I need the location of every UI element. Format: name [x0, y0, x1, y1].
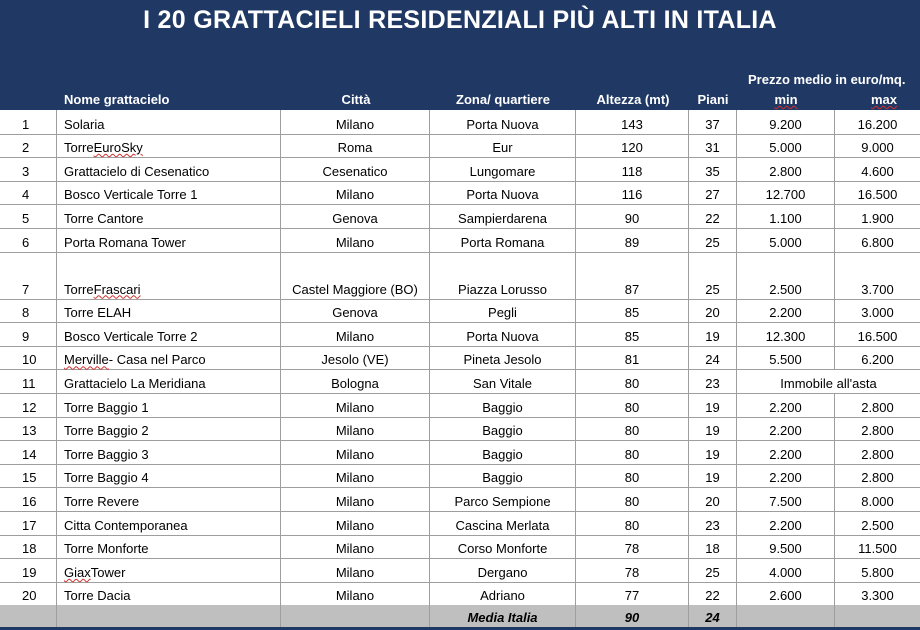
footer-empty-4 [737, 605, 835, 627]
cell-height: 78 [576, 558, 689, 582]
cell-zone: Baggio [430, 417, 576, 441]
cell-price-min: 12.700 [737, 181, 835, 205]
cell-height: 85 [576, 299, 689, 323]
cell-height: 143 [576, 110, 689, 134]
cell-zone: Pegli [430, 299, 576, 323]
table-row [0, 440, 920, 465]
header-min: min [774, 92, 798, 107]
cell-name: Citta Contemporanea [57, 511, 281, 535]
cell-name: Bosco Verticale Torre 2 [57, 322, 281, 346]
cell-price-min: 4.000 [737, 558, 835, 582]
table-header [0, 0, 920, 110]
cell-price-min: 2.800 [737, 157, 835, 181]
footer-empty-5 [835, 605, 920, 627]
cell-floors: 19 [689, 440, 737, 464]
cell-city: Cesenatico [281, 157, 430, 181]
cell-zone: Pineta Jesolo [430, 346, 576, 370]
cell-city: Milano [281, 417, 430, 441]
header-max: max [870, 92, 898, 107]
table-row [0, 511, 920, 536]
cell-height: 85 [576, 322, 689, 346]
cell-floors: 19 [689, 417, 737, 441]
cell-price-max: 11.500 [858, 541, 897, 557]
cell-city: Castel Maggiore (BO) [281, 252, 430, 299]
cell-name: Torre Baggio 1 [57, 393, 281, 417]
cell-floors: 22 [689, 204, 737, 228]
cell-price-min: 2.200 [737, 299, 835, 323]
cell-floors: 35 [689, 157, 737, 181]
cell-name: Torre Baggio 3 [57, 440, 281, 464]
cell-floors: 19 [689, 322, 737, 346]
cell-floors: 23 [689, 369, 737, 393]
cell-height: 90 [576, 204, 689, 228]
cell-name: Torre Revere [57, 487, 281, 511]
header-height: Altezza (mt) [596, 92, 670, 107]
cell-price-note: Immobile all'asta [780, 375, 877, 391]
cell-floors: 18 [689, 535, 737, 559]
cell-price-max: 4.600 [861, 163, 894, 179]
cell-price-min: 5.500 [737, 346, 835, 370]
cell-name: Torre ELAH [57, 299, 281, 323]
table-row [0, 110, 920, 135]
cell-price-min: 2.200 [737, 393, 835, 417]
header-zone: Zona/ quartiere [456, 92, 550, 107]
cell-rank: 19 [0, 558, 57, 582]
table-row [0, 369, 920, 394]
page-title: I 20 GRATTACIELI RESIDENZIALI PIÙ ALTI IN ITALIA [143, 6, 777, 34]
footer-floors: 24 [689, 605, 737, 627]
cell-zone: Baggio [430, 440, 576, 464]
cell-zone: Eur [430, 134, 576, 158]
cell-price-max: 3.000 [861, 305, 894, 321]
cell-price-min: 1.100 [737, 204, 835, 228]
cell-city: Milano [281, 535, 430, 559]
cell-name: Grattacielo di Cesenatico [57, 157, 281, 181]
table-row [0, 417, 920, 442]
table-row [0, 393, 920, 418]
cell-price-max: 1.900 [861, 210, 894, 226]
cell-zone: Sampierdarena [430, 204, 576, 228]
cell-city: Bologna [281, 369, 430, 393]
cell-zone: Corso Monforte [430, 535, 576, 559]
cell-zone: Porta Nuova [430, 110, 576, 134]
cell-price-max: 16.500 [857, 328, 898, 344]
cell-price-min: 7.500 [737, 487, 835, 511]
cell-rank: 13 [0, 417, 57, 441]
cell-city: Milano [281, 511, 430, 535]
cell-price-max: 2.800 [861, 446, 894, 462]
cell-rank: 11 [0, 369, 57, 393]
cell-floors: 24 [689, 346, 737, 370]
cell-city: Genova [281, 299, 430, 323]
cell-price-min: 5.000 [737, 228, 835, 252]
cell-city: Roma [281, 134, 430, 158]
cell-name: Torre Baggio 2 [57, 417, 281, 441]
cell-price-max: 8.000 [861, 493, 894, 509]
cell-floors: 25 [689, 558, 737, 582]
table-row [0, 134, 920, 159]
cell-price-max: 6.200 [861, 352, 894, 368]
footer-empty-2 [57, 605, 281, 627]
cell-city: Milano [281, 110, 430, 134]
cell-floors: 20 [689, 487, 737, 511]
footer-empty-1 [0, 605, 57, 627]
cell-floors: 20 [689, 299, 737, 323]
cell-height: 78 [576, 535, 689, 559]
cell-height: 80 [576, 487, 689, 511]
cell-city: Milano [281, 393, 430, 417]
cell-rank: 7 [0, 252, 57, 299]
cell-floors: 23 [689, 511, 737, 535]
cell-zone: Porta Nuova [430, 322, 576, 346]
cell-rank: 2 [0, 134, 57, 158]
cell-rank: 4 [0, 181, 57, 205]
cell-rank: 14 [0, 440, 57, 464]
table-row [0, 582, 920, 607]
header-price-group: Prezzo medio in euro/mq. [748, 72, 906, 87]
table-row [0, 181, 920, 206]
cell-zone: Porta Romana [430, 228, 576, 252]
cell-zone: Cascina Merlata [430, 511, 576, 535]
cell-floors: 37 [689, 110, 737, 134]
cell-name: Torre EuroSky [57, 134, 281, 158]
cell-city: Jesolo (VE) [281, 346, 430, 370]
cell-rank: 5 [0, 204, 57, 228]
cell-price-min: 5.000 [737, 134, 835, 158]
cell-price-min: 2.500 [737, 252, 835, 299]
footer-height: 90 [576, 605, 689, 627]
cell-city: Milano [281, 322, 430, 346]
cell-rank: 9 [0, 322, 57, 346]
cell-rank: 1 [0, 110, 57, 134]
cell-city: Milano [281, 181, 430, 205]
cell-rank: 6 [0, 228, 57, 252]
cell-rank: 8 [0, 299, 57, 323]
cell-city: Milano [281, 440, 430, 464]
table-row [0, 535, 920, 560]
cell-height: 81 [576, 346, 689, 370]
cell-price-min: 2.200 [737, 417, 835, 441]
table-row [0, 487, 920, 512]
cell-floors: 22 [689, 582, 737, 606]
cell-height: 80 [576, 440, 689, 464]
cell-zone: Parco Sempione [430, 487, 576, 511]
cell-price-max: 2.800 [861, 423, 894, 439]
cell-zone: Adriano [430, 582, 576, 606]
cell-price-min: 2.200 [737, 464, 835, 488]
cell-zone: Baggio [430, 393, 576, 417]
cell-name: Giax Tower [57, 558, 281, 582]
cell-name: Torre Baggio 4 [57, 464, 281, 488]
cell-zone: Baggio [430, 464, 576, 488]
cell-name: Grattacielo La Meridiana [57, 369, 281, 393]
cell-city: Milano [281, 228, 430, 252]
cell-height: 80 [576, 369, 689, 393]
cell-rank: 15 [0, 464, 57, 488]
footer-label: Media Italia [430, 605, 576, 627]
cell-rank: 18 [0, 535, 57, 559]
cell-name: Torre Monforte [57, 535, 281, 559]
cell-zone: Porta Nuova [430, 181, 576, 205]
cell-name: Solaria [57, 110, 281, 134]
cell-floors: 25 [689, 228, 737, 252]
cell-height: 120 [576, 134, 689, 158]
cell-price-min: 2.600 [737, 582, 835, 606]
cell-price-min: 9.200 [737, 110, 835, 134]
cell-rank: 17 [0, 511, 57, 535]
cell-price-min: 9.500 [737, 535, 835, 559]
cell-price-max: 16.200 [857, 116, 898, 132]
cell-floors: 19 [689, 393, 737, 417]
cell-name: Torre Frascari [57, 252, 281, 299]
cell-city: Milano [281, 558, 430, 582]
cell-name: Merville - Casa nel Parco [57, 346, 281, 370]
cell-price-min: 2.200 [737, 440, 835, 464]
cell-price-max: 5.800 [861, 564, 894, 580]
cell-city: Milano [281, 464, 430, 488]
cell-price-min: 2.200 [737, 511, 835, 535]
cell-rank: 16 [0, 487, 57, 511]
cell-height: 116 [576, 181, 689, 205]
table-row [0, 228, 920, 253]
table-row [0, 204, 920, 229]
footer-row [0, 605, 920, 630]
header-city: Città [341, 92, 371, 107]
header-floors: Piani [697, 92, 729, 107]
table-row [0, 346, 920, 371]
header-name: Nome grattacielo [64, 92, 170, 107]
table-row [0, 299, 920, 324]
cell-name: Porta Romana Tower [57, 228, 281, 252]
cell-price-max: 3.700 [861, 281, 894, 297]
cell-rank: 10 [0, 346, 57, 370]
cell-rank: 3 [0, 157, 57, 181]
cell-price-max: 2.500 [861, 517, 894, 533]
cell-height: 118 [576, 157, 689, 181]
table-row [0, 464, 920, 489]
cell-price-max: 3.300 [861, 588, 894, 604]
table-row [0, 252, 920, 300]
cell-floors: 25 [689, 252, 737, 299]
cell-price-min: 12.300 [737, 322, 835, 346]
table-row [0, 558, 920, 583]
cell-zone: Dergano [430, 558, 576, 582]
cell-name: Torre Dacia [57, 582, 281, 606]
cell-city: Milano [281, 487, 430, 511]
cell-rank: 20 [0, 582, 57, 606]
table-row [0, 157, 920, 182]
cell-rank: 12 [0, 393, 57, 417]
cell-zone: Lungomare [430, 157, 576, 181]
cell-height: 80 [576, 417, 689, 441]
footer-empty-3 [281, 605, 430, 627]
cell-name: Bosco Verticale Torre 1 [57, 181, 281, 205]
cell-price-max: 2.800 [861, 470, 894, 486]
cell-height: 89 [576, 228, 689, 252]
cell-height: 80 [576, 511, 689, 535]
cell-city: Milano [281, 582, 430, 606]
cell-name: Torre Cantore [57, 204, 281, 228]
cell-price-max: 16.500 [857, 187, 898, 203]
table-row [0, 322, 920, 347]
cell-price-max: 6.800 [861, 234, 894, 250]
cell-price-max: 2.800 [861, 399, 894, 415]
cell-zone: San Vitale [430, 369, 576, 393]
cell-zone: Piazza Lorusso [430, 252, 576, 299]
cell-height: 80 [576, 393, 689, 417]
cell-city: Genova [281, 204, 430, 228]
cell-floors: 27 [689, 181, 737, 205]
cell-price-max: 9.000 [861, 140, 894, 156]
cell-height: 77 [576, 582, 689, 606]
cell-height: 80 [576, 464, 689, 488]
cell-floors: 19 [689, 464, 737, 488]
cell-floors: 31 [689, 134, 737, 158]
cell-height: 87 [576, 252, 689, 299]
